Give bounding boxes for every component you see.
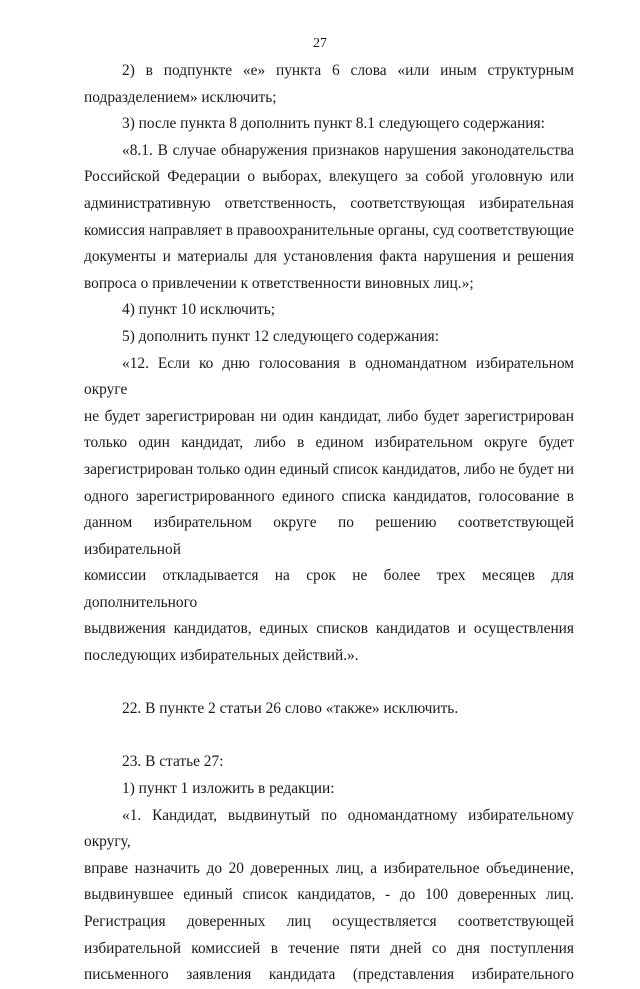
text-line: «1. Кандидат, выдвинутый по одномандатному избирательному округу,: [84, 806, 574, 851]
paragraph-item-5: [84, 324, 574, 351]
text-line: письменного заявления кандидата (представления избирательного: [84, 966, 574, 984]
text-line: Российской Федерации о выборах, влекущего за собой уголовную или: [84, 168, 574, 186]
text-line: комиссии откладывается на срок не более трех месяцев для дополнительного: [84, 567, 574, 611]
text-line: последующих избирательных действий.».: [84, 647, 359, 665]
text-line: 23. В статье 27:: [122, 753, 224, 771]
text-line: «12. Если ко дню голосования в одномандатном избирательном округе: [84, 354, 574, 399]
text-line: выдвинувшее единый список кандидатов, - до 100 доверенных лиц.: [84, 886, 574, 904]
text-line: вправе назначить до 20 доверенных лиц, а избирательное объединение,: [84, 859, 574, 877]
text-line: комиссия направляет в правоохранительные органы, суд соответствующие: [84, 221, 574, 239]
text-line: административную ответственность, соответствующая избирательная: [84, 194, 574, 212]
paragraph-item-1: [84, 776, 574, 803]
paragraph-item-3: [84, 111, 574, 138]
text-line: 4) пункт 10 исключить;: [122, 301, 276, 319]
text-line: выдвижения кандидатов, единых списков кандидатов и осуществления: [84, 620, 574, 638]
text-line: документы и материалы для установления факта нарушения и решения: [84, 248, 574, 266]
text-line: вопроса о привлечении к ответственности виновных лиц.»;: [84, 274, 474, 292]
paragraph-point-1-new: [84, 803, 574, 989]
section-23-heading: [84, 749, 574, 776]
text-line: только один кандидат, либо в едином избирательном округе будет: [84, 434, 574, 452]
text-line: зарегистрирован только один единый список кандидатов, либо не будет ни: [84, 460, 574, 478]
text-line: одного зарегистрированного единого списка кандидатов, голосование в: [84, 487, 574, 505]
text-line: данном избирательном округе по решению соответствующей избирательной: [84, 514, 574, 558]
paragraph-point-12: [84, 351, 574, 670]
text-line: 5) дополнить пункт 12 следующего содержания:: [122, 327, 439, 345]
text-line: 22. В пункте 2 статьи 26 слово «также» исключить.: [122, 700, 459, 718]
text-line: Регистрация доверенных лиц осуществляется соответствующей: [84, 913, 574, 930]
text-line: подразделением» исключить;: [84, 88, 277, 106]
text-line: 2) в подпункте «е» пункта 6 слова «или иным структурным: [122, 62, 574, 79]
paragraph-item-2-subpoint-e: [84, 58, 574, 111]
paragraph-item-4: [84, 297, 574, 324]
text-line: избирательной комиссией в течение пяти дней со дня поступления: [84, 939, 574, 957]
page-number: 27: [313, 36, 327, 51]
paragraph-point-8-1: [84, 138, 574, 298]
text-line: 3) после пункта 8 дополнить пункт 8.1 следующего содержания:: [122, 115, 545, 133]
text-line: не будет зарегистрирован ни один кандидат, либо будет зарегистрирован: [84, 407, 574, 425]
document-body: [84, 58, 574, 989]
text-line: 1) пункт 1 изложить в редакции:: [122, 780, 335, 798]
text-line: «8.1. В случае обнаружения признаков нарушения законодательства: [122, 141, 574, 159]
section-22: [84, 696, 574, 723]
